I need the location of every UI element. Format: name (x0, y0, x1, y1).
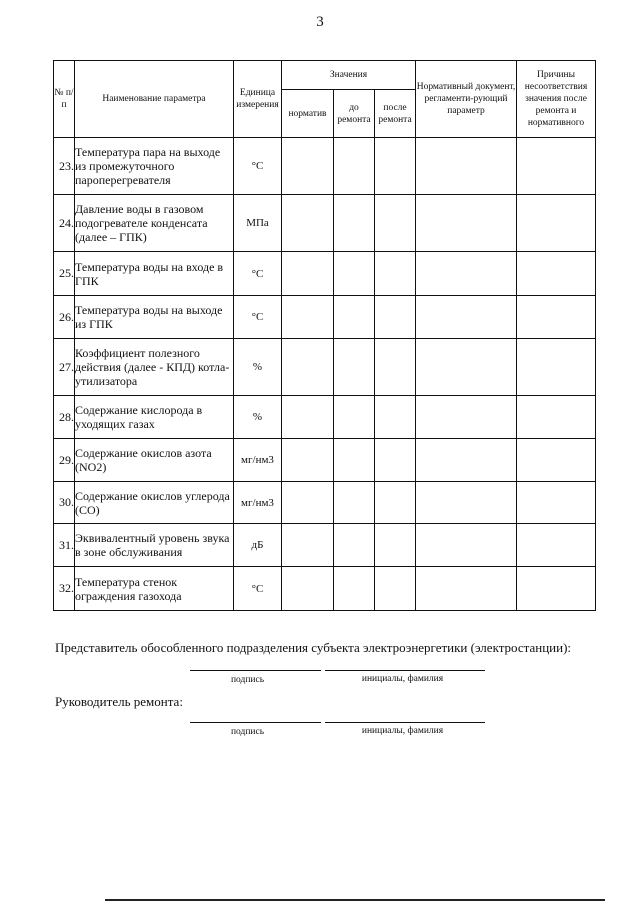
representative-initials-line[interactable] (325, 670, 485, 671)
header-num: № п/п (54, 61, 75, 138)
table-row (54, 296, 596, 339)
document-cell[interactable] (416, 195, 517, 252)
after-repair-cell[interactable] (375, 439, 416, 482)
normativ-cell[interactable] (282, 524, 334, 567)
parameter-name: Давление воды в газовом подогревателе конденсата (далее – ГПК) (75, 195, 234, 252)
document-cell[interactable] (416, 138, 517, 195)
representative-signature-caption: подпись (230, 675, 265, 685)
parameter-name: Содержание окислов азота (NO2) (75, 439, 234, 482)
parameter-name: Эквивалентный уровень звука в зоне обслуживания (75, 524, 234, 567)
after-repair-cell[interactable] (375, 482, 416, 524)
parameters-table-container (53, 60, 595, 611)
parameter-name: Коэффициент полезного действия (далее - КПД) котла-утилизатора (75, 339, 234, 396)
parameter-unit: дБ (234, 524, 282, 567)
normativ-cell[interactable] (282, 195, 334, 252)
before-repair-cell[interactable] (334, 252, 375, 296)
row-number: 27. (54, 339, 75, 396)
row-number: 25. (54, 252, 75, 296)
normativ-cell[interactable] (282, 567, 334, 611)
table-row (54, 195, 596, 252)
header-reasons: Причины несоответствия значения после ремонта и нормативного (517, 61, 596, 138)
repair-head-signature-line[interactable] (190, 722, 321, 723)
parameter-name: Содержание окислов углерода (CO) (75, 482, 234, 524)
after-repair-cell[interactable] (375, 296, 416, 339)
before-repair-cell[interactable] (334, 138, 375, 195)
row-number: 32. (54, 567, 75, 611)
reasons-cell[interactable] (517, 524, 596, 567)
reasons-cell[interactable] (517, 252, 596, 296)
row-number: 23. (54, 138, 75, 195)
parameter-unit: °C (234, 567, 282, 611)
normativ-cell[interactable] (282, 439, 334, 482)
repair-head-signature-caption: подпись (230, 727, 265, 737)
parameter-unit: °C (234, 296, 282, 339)
after-repair-cell[interactable] (375, 567, 416, 611)
reasons-cell[interactable] (517, 296, 596, 339)
parameter-unit: % (234, 339, 282, 396)
table-header (54, 61, 596, 138)
parameter-unit: мг/нм3 (234, 439, 282, 482)
parameter-unit: °C (234, 252, 282, 296)
table-row (54, 439, 596, 482)
after-repair-cell[interactable] (375, 195, 416, 252)
representative-initials-caption: инициалы, фамилия (361, 674, 444, 684)
after-repair-cell[interactable] (375, 252, 416, 296)
after-repair-cell[interactable] (375, 339, 416, 396)
table-body (54, 138, 596, 611)
normativ-cell[interactable] (282, 482, 334, 524)
header-before-repair: до ремонта (334, 90, 375, 138)
after-repair-cell[interactable] (375, 524, 416, 567)
parameter-unit: МПа (234, 195, 282, 252)
reasons-cell[interactable] (517, 339, 596, 396)
parameter-unit: мг/нм3 (234, 482, 282, 524)
header-after-repair: после ремонта (375, 90, 416, 138)
before-repair-cell[interactable] (334, 339, 375, 396)
table-row (54, 339, 596, 396)
reasons-cell[interactable] (517, 138, 596, 195)
parameter-name: Температура стенок ограждения газохода (75, 567, 234, 611)
table-row (54, 524, 596, 567)
document-cell[interactable] (416, 482, 517, 524)
parameter-unit: °C (234, 138, 282, 195)
row-number: 24. (54, 195, 75, 252)
parameter-unit: % (234, 396, 282, 439)
normativ-cell[interactable] (282, 138, 334, 195)
reasons-cell[interactable] (517, 439, 596, 482)
document-cell[interactable] (416, 252, 517, 296)
row-number: 30. (54, 482, 75, 524)
parameters-table (53, 60, 596, 611)
page-number: 3 (316, 14, 324, 30)
row-number: 26. (54, 296, 75, 339)
document-cell[interactable] (416, 439, 517, 482)
document-cell[interactable] (416, 339, 517, 396)
reasons-cell[interactable] (517, 567, 596, 611)
scan-edge-line (105, 899, 605, 901)
representative-label: Представитель обособленного подразделения субъекта электроэнергетики (электростанции): (55, 640, 572, 655)
repair-head-initials-line[interactable] (325, 722, 485, 723)
document-cell[interactable] (416, 524, 517, 567)
row-number: 28. (54, 396, 75, 439)
before-repair-cell[interactable] (334, 567, 375, 611)
parameter-name: Содержание кислорода в уходящих газах (75, 396, 234, 439)
reasons-cell[interactable] (517, 482, 596, 524)
table-row (54, 567, 596, 611)
header-unit: Единица измерения (234, 61, 282, 138)
before-repair-cell[interactable] (334, 482, 375, 524)
document-cell[interactable] (416, 567, 517, 611)
document-cell[interactable] (416, 396, 517, 439)
representative-signature-line[interactable] (190, 670, 321, 671)
normativ-cell[interactable] (282, 252, 334, 296)
table-row (54, 482, 596, 524)
header-values: Значения (282, 61, 416, 90)
before-repair-cell[interactable] (334, 524, 375, 567)
before-repair-cell[interactable] (334, 396, 375, 439)
parameter-name: Температура воды на выходе из ГПК (75, 296, 234, 339)
parameter-name: Температура пара на выходе из промежуточного пароперегревателя (75, 138, 234, 195)
header-normativ: норматив (282, 90, 334, 138)
table-row (54, 138, 596, 195)
after-repair-cell[interactable] (375, 138, 416, 195)
row-number: 31. (54, 524, 75, 567)
parameter-name: Температура воды на входе в ГПК (75, 252, 234, 296)
normativ-cell[interactable] (282, 396, 334, 439)
table-row (54, 396, 596, 439)
reasons-cell[interactable] (517, 195, 596, 252)
before-repair-cell[interactable] (334, 296, 375, 339)
header-document: Нормативный документ, регламенти-рующий параметр (416, 61, 517, 138)
table-row (54, 252, 596, 296)
reasons-cell[interactable] (517, 396, 596, 439)
header-name: Наименование параметра (75, 61, 234, 138)
before-repair-cell[interactable] (334, 439, 375, 482)
document-cell[interactable] (416, 296, 517, 339)
repair-head-label: Руководитель ремонта: (55, 694, 183, 709)
before-repair-cell[interactable] (334, 195, 375, 252)
repair-head-initials-caption: инициалы, фамилия (361, 726, 444, 736)
row-number: 29. (54, 439, 75, 482)
normativ-cell[interactable] (282, 339, 334, 396)
after-repair-cell[interactable] (375, 396, 416, 439)
normativ-cell[interactable] (282, 296, 334, 339)
